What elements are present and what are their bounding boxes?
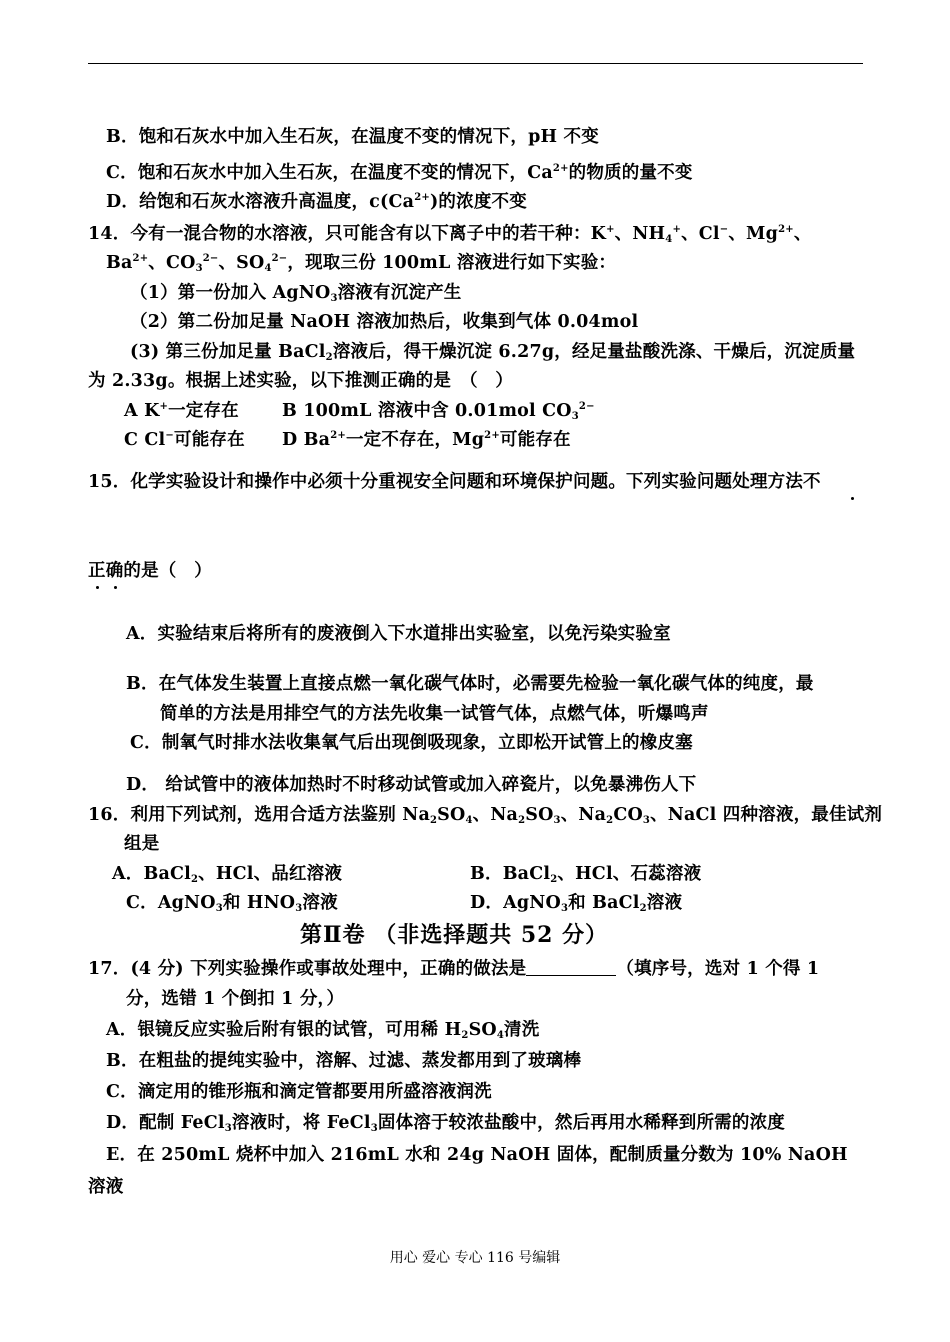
- page-footer: 用心 爱心 专心 116 号编辑: [389, 1250, 561, 1266]
- q17-option-e-cont: 溶液: [88, 1177, 124, 1197]
- emphasis-dot: [96, 586, 99, 589]
- q14-step-3-cont: 为 2.33g。根据上述实验，以下推测正确的是 （ ）: [88, 371, 514, 391]
- q14-option-c: C Cl−可能存在: [124, 430, 245, 450]
- q16-stem-line1: 16．利用下列试剂，选用合适方法鉴别 $Na_2SO_4$、$Na_2SO_3$、$Na_2CO_3$、NaCl 四种溶液，最佳试剂: [88, 805, 883, 826]
- q17-stem-line2: 分，选错 1 个倒扣 1 分，）: [126, 989, 345, 1009]
- q14-stem-line1: 14．今有一混合物的水溶液，只可能含有以下离子中的若干种：K+、$NH_4^+$、Cl−、$Mg^{2+}$、: [88, 224, 812, 245]
- emphasis-dot: [114, 586, 117, 589]
- q13-option-d: D．给饱和石灰水溶液升高温度，$c(Ca^{2+})$的浓度不变: [106, 192, 527, 212]
- q17-option-b: B．在粗盐的提纯实验中，溶解、过滤、蒸发都用到了玻璃棒: [106, 1051, 582, 1071]
- q13-option-b: B．饱和石灰水中加入生石灰，在温度不变的情况下，pH 不变: [106, 127, 599, 147]
- q15-option-b-line1: B．在气体发生装置上直接点燃一氧化碳气体时，必需要先检验一氧化碳气体的纯度，最: [126, 674, 814, 694]
- answer-blank[interactable]: [526, 957, 616, 976]
- q14-option-a: A K+一定存在: [124, 401, 239, 421]
- q17-option-e: E．在 250mL 烧杯中加入 216mL 水和 24g NaOH 固体，配制质量分数为 10% NaOH: [106, 1145, 848, 1165]
- q16-option-c: C．AgNO$_3$和 $HNO_3$溶液: [126, 893, 338, 914]
- q16-stem-line2: 组是: [124, 834, 160, 854]
- q14-step-1: （1）第一份加入 AgNO$_3$溶液有沉淀产生: [130, 283, 462, 304]
- q16-option-a: A．BaCl$_2$、HCl、品红溶液: [112, 864, 343, 885]
- q17-option-c: C．滴定用的锥形瓶和滴定管都要用所盛溶液润洗: [106, 1082, 492, 1102]
- q15-option-b-line2: 简单的方法是用排空气的方法先收集一试管气体，点燃气体，听爆鸣声: [160, 704, 709, 724]
- q15-option-c: C．制氧气时排水法收集氧气后出现倒吸现象，立即松开试管上的橡皮塞: [130, 733, 693, 753]
- emphasis-dot: [851, 497, 854, 500]
- q17-option-a: A．银镜反应实验后附有银的试管，可用稀 $H_2SO_4$清洗: [106, 1020, 540, 1041]
- q14-step-2: （2）第二份加足量 NaOH 溶液加热后，收集到气体 0.04mol: [130, 312, 639, 332]
- q16-option-d: D．AgNO$_3$和 BaCl$_2$溶液: [470, 893, 683, 914]
- q15-option-d: D． 给试管中的液体加热时不时移动试管或加入碎瓷片，以免暴沸伤人下: [126, 775, 697, 795]
- q17-option-d: D．配制 FeCl$_3$溶液时，将 FeCl$_3$固体溶于较浓盐酸中，然后再用水稀释到所需的浓度: [106, 1113, 785, 1134]
- q14-option-d: D $Ba^{2+}$一定不存在，$Mg^{2+}$可能存在: [282, 430, 571, 450]
- q15-stem-line1: 15．化学实验设计和操作中必须十分重视安全问题和环境保护问题。下列实验问题处理方法不: [88, 472, 821, 492]
- section-title: 第Ⅱ卷 （非选择题共 52 分）: [300, 922, 609, 948]
- q14-stem-line2: $Ba^{2+}$、$CO_3^{2-}$、$SO_4^{2-}$，现取三份 100mL 溶液进行如下实验：: [106, 253, 617, 274]
- q14-step-3: (3) 第三份加足量 BaCl$_2$溶液后，得干燥沉淀 6.27g，经足量盐酸洗涤、干燥后，沉淀质量: [130, 342, 856, 363]
- q16-option-b: B．BaCl$_2$、HCl、石蕊溶液: [470, 864, 702, 885]
- q14-option-b: B 100mL 溶液中含 0.01mol $CO_3^{2-}$: [282, 401, 595, 422]
- q17-stem-line1: 17．(4 分) 下列实验操作或事故处理中，正确的做法是 （填序号，选对 1 个得 1: [88, 959, 820, 979]
- header-rule: [88, 63, 863, 64]
- q15-stem-line2: 正确的是（ ）: [88, 561, 212, 581]
- q15-option-a: A．实验结束后将所有的废液倒入下水道排出实验室，以免污染实验室: [126, 624, 671, 644]
- q13-option-c: C．饱和石灰水中加入生石灰，在温度不变的情况下，$Ca^{2+}$的物质的量不变: [106, 163, 693, 183]
